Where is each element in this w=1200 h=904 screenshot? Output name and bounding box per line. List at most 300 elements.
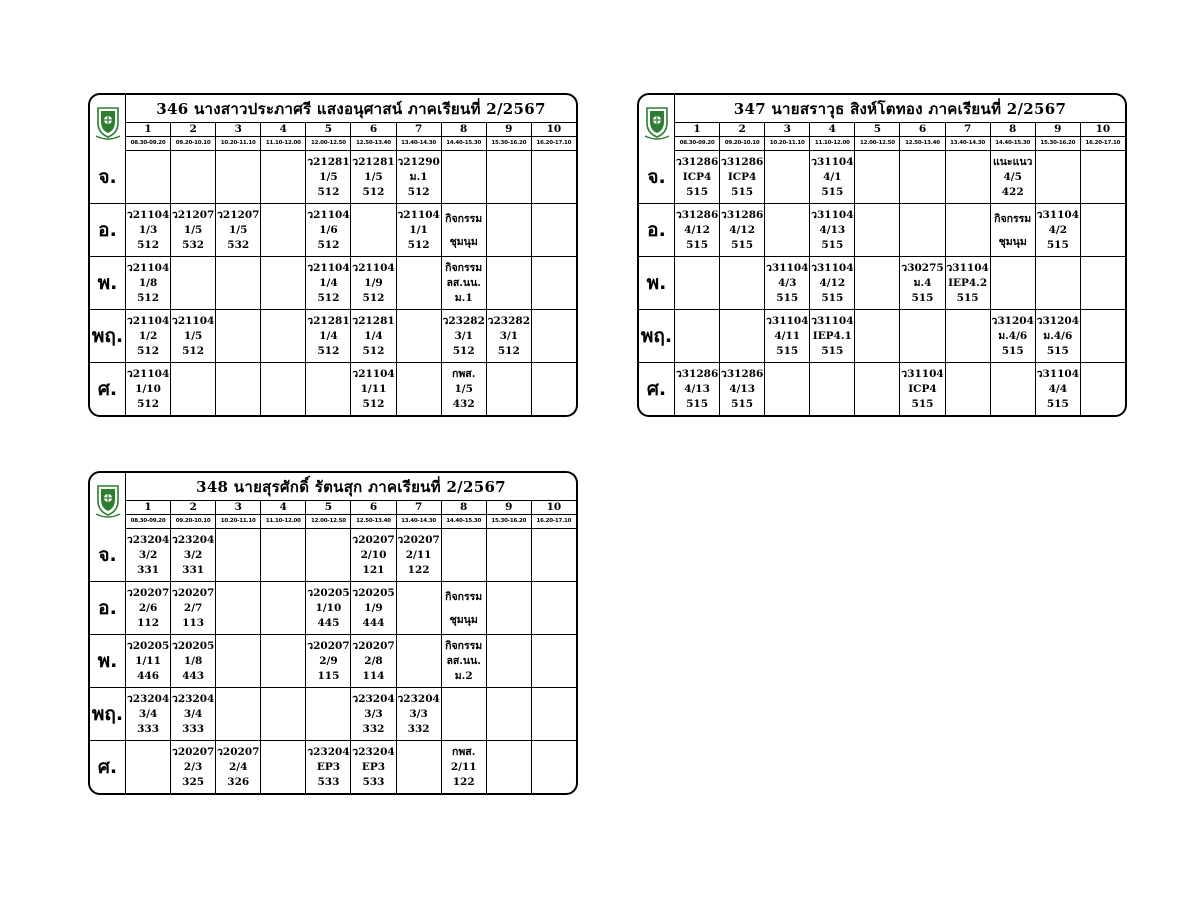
schedule-cell [487, 582, 532, 634]
cell-line: 512 [182, 345, 205, 358]
schedule-cell [991, 257, 1036, 309]
cell-line: 533 [362, 776, 385, 789]
schedule-cell [351, 635, 396, 687]
cell-line: ลส.นน. [446, 276, 481, 289]
schedule-cell [442, 635, 487, 687]
schedule-cell [532, 363, 576, 415]
cell-line: กิจกรรม [445, 261, 483, 274]
period-time: 10.20-11.10 [216, 515, 261, 528]
period-time: 08.30-09.20 [126, 137, 171, 150]
cell-line: 3/1 [454, 329, 473, 342]
cell-line: 515 [821, 345, 844, 358]
schedule-cell [171, 363, 216, 415]
cell-line: ว31104 [766, 314, 809, 327]
period-number: 1 [126, 123, 171, 136]
cell-line: 1/2 [138, 329, 158, 342]
schedule-cell [720, 204, 765, 256]
time-header [126, 515, 576, 529]
cell-line: แนะแนว [992, 155, 1033, 168]
period-time: 09.20-10.10 [171, 515, 216, 528]
schedule-cell [487, 310, 532, 362]
cell-line: 122 [407, 564, 430, 577]
cell-line: 3/4 [138, 707, 158, 720]
cell-line: 1/5 [364, 170, 383, 183]
cell-line: ว23282 [442, 314, 485, 327]
schedule-cell [171, 582, 216, 634]
period-number: 5 [855, 123, 900, 136]
schedule-cell [442, 151, 487, 203]
period-number: 3 [216, 123, 261, 136]
cell-line: 1/8 [138, 276, 158, 289]
cell-line: ว21104 [171, 314, 215, 327]
cell-line: ว20207 [397, 533, 440, 546]
period-number: 2 [171, 123, 216, 136]
day-label: อ. [90, 204, 126, 256]
cell-line: 512 [317, 292, 340, 305]
cell-line: ว21290 [397, 155, 440, 168]
schedule-cell [442, 310, 487, 362]
period-time: 11.10-12.00 [261, 137, 306, 150]
schedule-cell [397, 635, 442, 687]
period-time: 14.40-15.30 [442, 137, 487, 150]
cell-line: IEP4.2 [948, 276, 988, 289]
schedule-cell [261, 310, 306, 362]
day-row [90, 635, 576, 688]
schedule-cell [442, 688, 487, 740]
schedule-cell [397, 257, 442, 309]
cell-line: กพส. [452, 745, 476, 758]
cell-line: 512 [317, 239, 340, 252]
schedule-cell [126, 741, 171, 793]
schedule-cell [487, 363, 532, 415]
cell-line: ว20207 [352, 639, 395, 652]
day-row [639, 310, 1125, 363]
schedule-cell [855, 204, 900, 256]
schedule-cell [397, 151, 442, 203]
cell-line: 2/8 [364, 654, 383, 667]
period-number: 6 [900, 123, 945, 136]
schedule-cell [351, 582, 396, 634]
day-label: จ. [639, 151, 675, 203]
schedule-cell [765, 151, 810, 203]
cell-line: ว21104 [126, 314, 170, 327]
cell-line: ว31286 [675, 367, 719, 380]
period-number: 10 [1095, 123, 1111, 135]
schedule-cell [171, 688, 216, 740]
cell-line: ว20205 [307, 586, 350, 599]
schedule-cell [946, 310, 991, 362]
day-label: ศ. [90, 363, 126, 415]
period-number: 10 [546, 123, 562, 135]
period-number: 9 [487, 501, 532, 514]
cell-line: ว23204 [352, 745, 395, 758]
cell-line: 515 [821, 292, 844, 305]
cell-line: 3/2 [138, 548, 158, 561]
cell-line: 2/11 [405, 548, 432, 561]
cell-line: 515 [686, 186, 708, 199]
cell-line: 512 [362, 345, 385, 358]
cell-line: ว31286 [720, 367, 764, 380]
cell-line: ม.4/6 [998, 329, 1028, 342]
day-row [90, 310, 576, 363]
cell-line: ว20205 [171, 639, 215, 652]
cell-line: 4/13 [819, 223, 846, 236]
schedule-cell [675, 151, 720, 203]
cell-line: 1/4 [319, 329, 338, 342]
cell-line: 515 [821, 239, 844, 252]
period-number: 2 [720, 123, 765, 136]
cell-line: 515 [1046, 239, 1069, 252]
day-label: จ. [90, 529, 126, 581]
cell-line: 333 [182, 723, 205, 736]
cell-line: ว23282 [487, 314, 531, 327]
time-header [126, 137, 576, 151]
cell-line: ว20207 [171, 586, 215, 599]
cell-line: ว23204 [307, 745, 350, 758]
schedule-cell [306, 741, 351, 793]
schedule-cell [126, 582, 171, 634]
schedule-cell [171, 635, 216, 687]
cell-line: ว23204 [397, 692, 440, 705]
cell-line: ว21104 [126, 261, 170, 274]
period-time: 14.40-15.30 [442, 515, 487, 528]
schedule-cell [487, 257, 532, 309]
cell-line: 122 [452, 776, 475, 789]
schedule-cell [306, 151, 351, 203]
cell-line: ว31104 [1036, 367, 1080, 380]
schedule-cell [810, 363, 855, 415]
day-row [639, 151, 1125, 204]
cell-line: 1/5 [229, 223, 248, 236]
schedule-cell [216, 151, 261, 203]
schedule-cell [216, 529, 261, 581]
cell-line: ว23204 [126, 533, 170, 546]
schedule-cell [532, 741, 576, 793]
cell-line: 512 [452, 345, 475, 358]
cell-line: ว20207 [307, 639, 350, 652]
schedule-cell [855, 310, 900, 362]
cell-line: 515 [1046, 398, 1069, 411]
schedule-cell [720, 310, 765, 362]
cell-line: 332 [362, 723, 385, 736]
period-time: 13.40-14.30 [397, 137, 442, 150]
cell-line: 331 [182, 564, 205, 577]
schedule-cell [216, 310, 261, 362]
schedule-cell [532, 688, 576, 740]
period-header [126, 501, 576, 515]
schedule-cell [900, 310, 945, 362]
cell-line: ว20207 [126, 586, 170, 599]
cell-line: ว21104 [307, 261, 350, 274]
schedule-cell [216, 741, 261, 793]
cell-line: 512 [137, 292, 159, 305]
cell-line: ว31204 [1036, 314, 1080, 327]
timetable-title: 346 นางสาวประภาศรี แสงอนุศาสน์ ภาคเรียนที่ 2/2567 [126, 95, 576, 123]
period-time: 10.20-11.10 [765, 137, 810, 150]
period-time: 13.40-14.30 [946, 137, 991, 150]
schedule-cell [487, 688, 532, 740]
cell-line: IEP4.1 [812, 329, 852, 342]
schedule-cell [306, 529, 351, 581]
cell-line: 115 [317, 670, 340, 683]
timetable-title: 347 นายสราวุธ สิงห์โตทอง ภาคเรียนที่ 2/2567 [675, 95, 1125, 123]
cell-line: ว21104 [126, 367, 170, 380]
cell-line: 332 [407, 723, 430, 736]
period-number: 1 [126, 501, 171, 514]
schedule-cell [261, 257, 306, 309]
cell-line: 4/5 [1003, 170, 1022, 183]
schedule-cell [306, 204, 351, 256]
cell-line: 1/8 [183, 654, 203, 667]
cell-line: 121 [362, 564, 385, 577]
period-number: 8 [442, 501, 487, 514]
schedule-cell [306, 310, 351, 362]
cell-line: กิจกรรม [445, 639, 483, 652]
day-label: พฤ. [639, 310, 675, 362]
schedule-cell [351, 363, 396, 415]
timetable-card-348 [88, 471, 578, 795]
schedule-cell [216, 257, 261, 309]
timetable-title: 348 นายสุรศักดิ์ รัตนสุก ภาคเรียนที่ 2/2567 [126, 473, 576, 501]
cell-line: 532 [227, 239, 250, 252]
period-time: 12.50-13.40 [351, 515, 396, 528]
period-number: 7 [946, 123, 991, 136]
cell-line: 432 [452, 398, 475, 411]
schedule-cell [126, 204, 171, 256]
cell-line: ว31104 [811, 314, 854, 327]
cell-line: ม.4/6 [1043, 329, 1073, 342]
schedule-cell [900, 363, 945, 415]
cell-line: 1/3 [138, 223, 158, 236]
schedule-cell [991, 204, 1036, 256]
period-time: 09.20-10.10 [171, 137, 216, 150]
cell-line: ม.1 [409, 170, 428, 183]
cell-line: 4/2 [1048, 223, 1068, 236]
schedule-grid [639, 151, 1125, 415]
schedule-cell [397, 310, 442, 362]
schedule-cell [1036, 363, 1081, 415]
schedule-cell [397, 204, 442, 256]
schedule-cell [261, 741, 306, 793]
cell-line: ว31104 [811, 208, 854, 221]
schedule-cell [765, 363, 810, 415]
day-row [90, 688, 576, 741]
cell-line: 445 [317, 617, 340, 630]
schedule-cell [397, 529, 442, 581]
schedule-cell [946, 151, 991, 203]
schedule-cell [351, 257, 396, 309]
school-logo [90, 95, 126, 151]
cell-line: กิจกรรม [445, 590, 483, 603]
cell-line: ว31286 [720, 208, 764, 221]
period-number: 9 [1036, 123, 1081, 136]
timetable-card-347 [637, 93, 1127, 417]
cell-line: 1/11 [135, 654, 161, 667]
period-number: 6 [351, 123, 396, 136]
cell-line: ว31104 [901, 367, 944, 380]
cell-line: ว20207 [171, 745, 215, 758]
period-number: 8 [991, 123, 1036, 136]
period-time: 10.20-11.10 [216, 137, 261, 150]
schedule-cell [810, 151, 855, 203]
period-number: 4 [810, 123, 855, 136]
period-time: 12.50-13.40 [900, 137, 945, 150]
schedule-cell [532, 582, 576, 634]
day-row [90, 363, 576, 415]
schedule-cell [855, 151, 900, 203]
schedule-cell [126, 310, 171, 362]
schedule-cell [261, 582, 306, 634]
day-row [90, 204, 576, 257]
cell-line: 515 [1046, 345, 1069, 358]
cell-line: 1/5 [319, 170, 338, 183]
cell-line: 331 [137, 564, 159, 577]
cell-line: 2/11 [450, 760, 477, 773]
schedule-cell [126, 688, 171, 740]
cell-line: 1/5 [454, 382, 473, 395]
schedule-cell [991, 363, 1036, 415]
cell-line: กพส. [452, 367, 476, 380]
cell-line: ลส.นน. [446, 654, 481, 667]
period-time: 16.20-17.10 [536, 518, 572, 524]
cell-line: 2/6 [138, 601, 158, 614]
cell-line: ชุมนุม [449, 235, 478, 248]
schedule-cell [946, 257, 991, 309]
period-number: 1 [675, 123, 720, 136]
day-label: พฤ. [90, 310, 126, 362]
schedule-cell [991, 310, 1036, 362]
cell-line: 1/5 [183, 329, 203, 342]
period-time: 15.30-16.20 [487, 515, 532, 528]
day-label: พฤ. [90, 688, 126, 740]
cell-line: 2/3 [183, 760, 203, 773]
timetable-card-346 [88, 93, 578, 417]
cell-line: 1/6 [319, 223, 338, 236]
cell-line: 4/3 [778, 276, 797, 289]
schedule-cell [487, 151, 532, 203]
cell-line: 533 [317, 776, 340, 789]
cell-line: 515 [731, 398, 754, 411]
cell-line: ว31104 [946, 261, 989, 274]
cell-line: 4/11 [774, 329, 801, 342]
cell-line: 422 [1001, 186, 1024, 199]
period-time: 12.00-12.50 [855, 137, 900, 150]
cell-line: 515 [686, 398, 708, 411]
schedule-cell [487, 635, 532, 687]
schedule-cell [397, 688, 442, 740]
school-logo [90, 473, 126, 529]
schedule-cell [306, 688, 351, 740]
schedule-cell [171, 257, 216, 309]
schedule-cell [216, 635, 261, 687]
schedule-cell [261, 151, 306, 203]
cell-line: 2/10 [360, 548, 387, 561]
period-time: 15.30-16.20 [487, 137, 532, 150]
schedule-cell [216, 582, 261, 634]
period-number: 8 [442, 123, 487, 136]
schedule-cell [216, 363, 261, 415]
cell-line: 515 [731, 239, 754, 252]
cell-line: 4/12 [729, 223, 756, 236]
period-number: 9 [487, 123, 532, 136]
cell-line: ว20207 [352, 533, 395, 546]
period-time: 12.00-12.50 [306, 515, 351, 528]
schedule-cell [765, 257, 810, 309]
schedule-cell [765, 204, 810, 256]
cell-line: ว23204 [171, 692, 215, 705]
cell-line: 1/10 [315, 601, 342, 614]
schedule-cell [1081, 257, 1125, 309]
schedule-cell [900, 257, 945, 309]
cell-line: ว31286 [675, 155, 719, 168]
day-row [639, 204, 1125, 257]
cell-line: 515 [776, 292, 799, 305]
cell-line: ICP4 [908, 382, 937, 395]
cell-line: 1/4 [319, 276, 338, 289]
cell-line: 512 [362, 398, 385, 411]
cell-line: 3/3 [364, 707, 383, 720]
schedule-cell [351, 529, 396, 581]
cell-line: 512 [317, 345, 340, 358]
schedule-cell [1081, 363, 1125, 415]
schedule-cell [351, 204, 396, 256]
schedule-cell [1036, 151, 1081, 203]
schedule-cell [171, 310, 216, 362]
cell-line: 515 [911, 292, 934, 305]
period-number: 4 [261, 123, 306, 136]
period-number: 10 [546, 501, 562, 513]
schedule-cell [351, 151, 396, 203]
period-time: 08.30-09.20 [675, 137, 720, 150]
cell-line: 512 [137, 398, 159, 411]
schedule-cell [126, 635, 171, 687]
schedule-cell [442, 204, 487, 256]
period-number: 4 [261, 501, 306, 514]
cell-line: ว21207 [217, 208, 260, 221]
cell-line: ว21281 [307, 314, 350, 327]
schedule-cell [532, 310, 576, 362]
cell-line: 515 [1001, 345, 1024, 358]
schedule-cell [765, 310, 810, 362]
cell-line: ชุมนุม [998, 235, 1027, 248]
schedule-cell [855, 257, 900, 309]
day-row [90, 741, 576, 793]
day-label: อ. [90, 582, 126, 634]
schedule-cell [675, 257, 720, 309]
schedule-cell [946, 363, 991, 415]
cell-line: 3/4 [183, 707, 203, 720]
schedule-cell [216, 204, 261, 256]
cell-line: 532 [182, 239, 205, 252]
cell-line: 4/13 [729, 382, 756, 395]
cell-line: 512 [362, 292, 385, 305]
schedule-cell [532, 257, 576, 309]
cell-line: ม.4 [913, 276, 932, 289]
schedule-cell [126, 529, 171, 581]
cell-line: ม.2 [454, 670, 473, 683]
cell-line: 4/4 [1048, 382, 1068, 395]
schedule-cell [442, 529, 487, 581]
schedule-cell [171, 204, 216, 256]
cell-line: ว21281 [307, 155, 350, 168]
schedule-cell [397, 741, 442, 793]
cell-line: ม.1 [454, 292, 473, 305]
cell-line: 1/10 [135, 382, 161, 395]
day-label: พ. [639, 257, 675, 309]
schedule-cell [720, 151, 765, 203]
day-row [639, 257, 1125, 310]
schedule-cell [532, 204, 576, 256]
